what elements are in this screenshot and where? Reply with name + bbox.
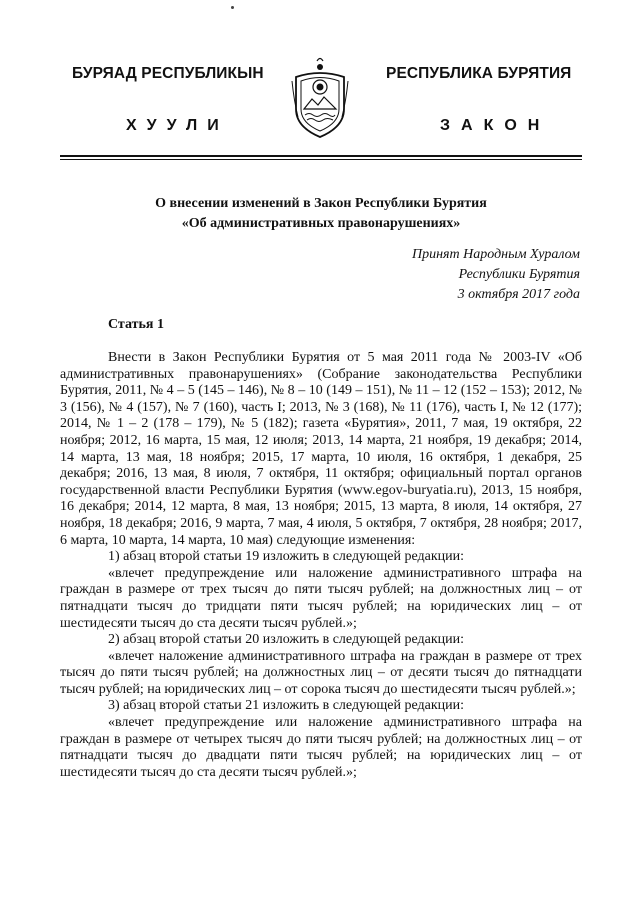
- header-russian-law: ЗАКОН: [440, 117, 551, 134]
- amendment-item-2: 2) абзац второй статьи 20 изложить в следующей редакции:: [108, 632, 465, 648]
- coat-of-arms-icon: [288, 57, 352, 141]
- adoption-note: [412, 245, 580, 305]
- law-title-line1: О внесении изменений в Закон Республики Бурятия: [155, 196, 487, 211]
- adoption-date: 3 октября 2017 года: [457, 287, 580, 302]
- article-body: [60, 350, 582, 781]
- amendment-item-1: 1) абзац второй статьи 19 изложить в следующей редакции:: [108, 549, 465, 565]
- article-heading: Статья 1: [108, 317, 164, 332]
- adoption-line2: Республики Бурятия: [458, 267, 580, 282]
- amendment-quote-2: «влечет наложение административного штрафа на граждан в размере от трех тысяч до пяти тысяч рублей; на должностных лиц – от десяти тысяч до пятнадцати тысяч рублей; на юридических лиц – от сорока тысяч до шестидесяти тысяч рублей.»;: [60, 648, 582, 697]
- header-rule-thin: [60, 159, 582, 160]
- amendment-quote-1: «влечет предупреждение или наложение административного штрафа на граждан в размере от трех тысяч до пяти тысяч рублей; на должностных лиц – от пятнадцати тысяч до тридцати пяти тысяч рублей; на юридических лиц – от шестидесяти тысяч до ста десяти тысяч рублей.»;: [60, 565, 582, 631]
- amendment-item-3: 3) абзац второй статьи 21 изложить в следующей редакции:: [108, 698, 465, 714]
- header-buryat-republic: БУРЯАД РЕСПУБЛИКЫН: [72, 65, 264, 82]
- adoption-line1: Принят Народным Хуралом: [411, 247, 580, 262]
- header-russian-republic: РЕСПУБЛИКА БУРЯТИЯ: [386, 65, 572, 82]
- header-buryat-law: ХУУЛИ: [126, 117, 229, 134]
- law-title: [80, 194, 562, 234]
- amendment-quote-3: «влечет предупреждение или наложение административного штрафа на граждан в размере от четырех тысяч до пяти тысяч рублей; на должностных лиц – от пятнадцати тысяч до двадцати пяти тысяч рублей; на юридических лиц – от шестидесяти тысяч до ста десяти тысяч рублей.»;: [60, 715, 582, 780]
- law-title-line2: «Об административных правонарушениях»: [181, 216, 461, 231]
- article-intro-paragraph: Внести в Закон Республики Бурятия от 5 мая 2011 года № 2003-IV «Об административных правонарушениях» (Собрание законодательства Республики Бурятия, 2011, № 4 – 5 (145 – 146), № 8 – 10 (149 – 151), № 11 – 12 (152 – 153); 2012, № 3 (156), № 4 (157), № 7 (160), часть I; 2013, № 3 (168), № 11 (176), часть I, № 12 (177); 2014, № 1 – 2 (178 – 179), № 5 (182); газета «Бурятия», 2011, 7 мая, 19 октября, 22 ноября; 2012, 16 марта, 15 мая, 12 июля; 2013, 14 марта, 21 ноября, 19 декабря; 2014, 14 марта, 13 мая, 18 ноября; 2015, 17 марта, 10 июля, 16 октября, 1 декабря, 25 декабря; 2016, 13 мая, 8 июля, 7 октября, 11 октября; официальный портал органов государственной власти Республики Бурятия (www.egov-buryatia.ru), 2013, 15 ноября, 16 декабря; 2014, 12 марта, 8 мая, 13 ноября; 2015, 13 марта, 8 июля, 14 октября, 27 ноября, 18 декабря; 2016, 9 марта, 7 мая, 4 июля, 5 октября, 7 октября, 28 ноября; 2017, 6 марта, 10 марта, 14 марта, 10 мая) следующие изменения:: [60, 350, 582, 548]
- scan-dot: [231, 6, 234, 9]
- header-rule-thick: [60, 155, 582, 157]
